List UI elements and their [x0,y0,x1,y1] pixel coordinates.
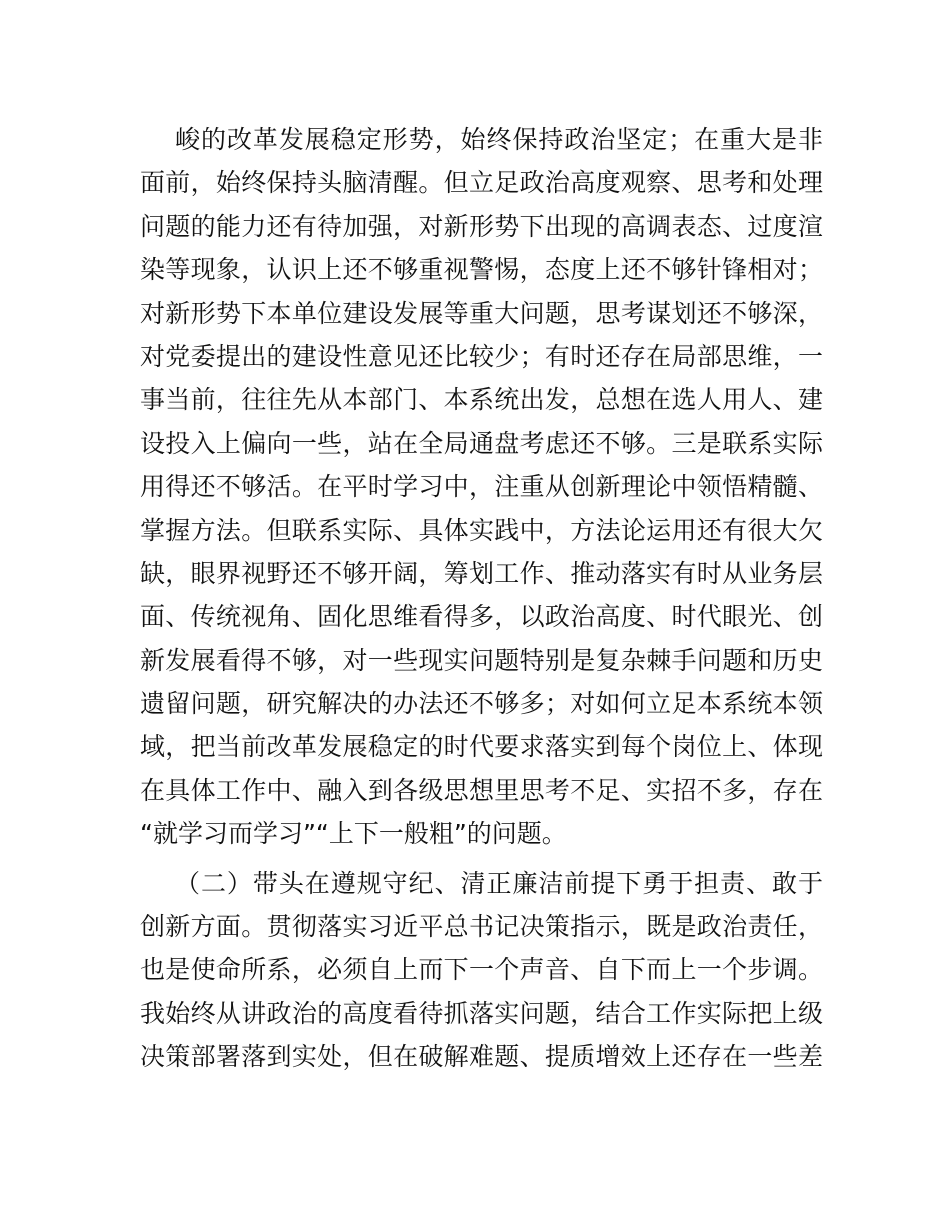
text-line: 面前，始终保持头脑清醒。但立足政治高度观察、思考和处理 [140,168,823,198]
text-line: 创新方面。贯彻落实习近平总书记决策指示，既是政治责任， [140,912,823,942]
text-line: 新发展看得不够，对一些现实问题特别是复杂棘手问题和历史 [140,645,823,675]
text-line: 对新形势下本单位建设发展等重大问题，思考谋划还不够深， [140,298,823,328]
text-line: 决策部署落到实处，但在破解难题、提质增效上还存在一些差 [140,1042,823,1072]
text-line: （二）带头在遵规守纪、清正廉洁前提下勇于担责、敢于 [175,868,823,898]
text-line: 对党委提出的建设性意见还比较少；有时还存在局部思维，一 [140,341,823,371]
text-line: 问题的能力还有待加强，对新形势下出现的高调表态、过度渲 [140,211,823,241]
text-line: 用得还不够活。在平时学习中，注重从创新理论中领悟精髓、 [140,472,823,502]
text-line: 遗留问题，研究解决的办法还不够多；对如何立足本系统本领 [140,689,823,719]
text-line: 我始终从讲政治的高度看待抓落实问题，结合工作实际把上级 [140,998,823,1028]
paragraph-2 [140,862,823,1079]
text-line: “就学习而学习”“上下一般粗”的问题。 [140,819,567,849]
text-line: 设投入上偏向一些，站在全局通盘考虑还不够。三是联系实际 [140,428,823,458]
text-line: 峻的改革发展稳定形势，始终保持政治坚定；在重大是非 [175,125,823,154]
paragraph-1 [140,118,823,856]
text-line: 缺，眼界视野还不够开阔，筹划工作、推动落实有时从业务层 [140,558,823,588]
text-line: 域，把当前改革发展稳定的时代要求落实到每个岗位上、体现 [140,732,823,762]
text-line: 掌握方法。但联系实际、具体实践中，方法论运用还有很大欠 [140,515,823,545]
document-page [140,118,823,1079]
text-line: 也是使命所系，必须自上而下一个声音、自下而上一个步调。 [140,955,823,985]
text-line: 事当前，往往先从本部门、本系统出发，总想在选人用人、建 [140,385,823,415]
text-line: 在具体工作中、融入到各级思想里思考不足、实招不多，存在 [140,775,823,805]
text-line: 面、传统视角、固化思维看得多，以政治高度、时代眼光、创 [140,602,823,632]
text-line: 染等现象，认识上还不够重视警惕，态度上还不够针锋相对； [140,255,823,285]
